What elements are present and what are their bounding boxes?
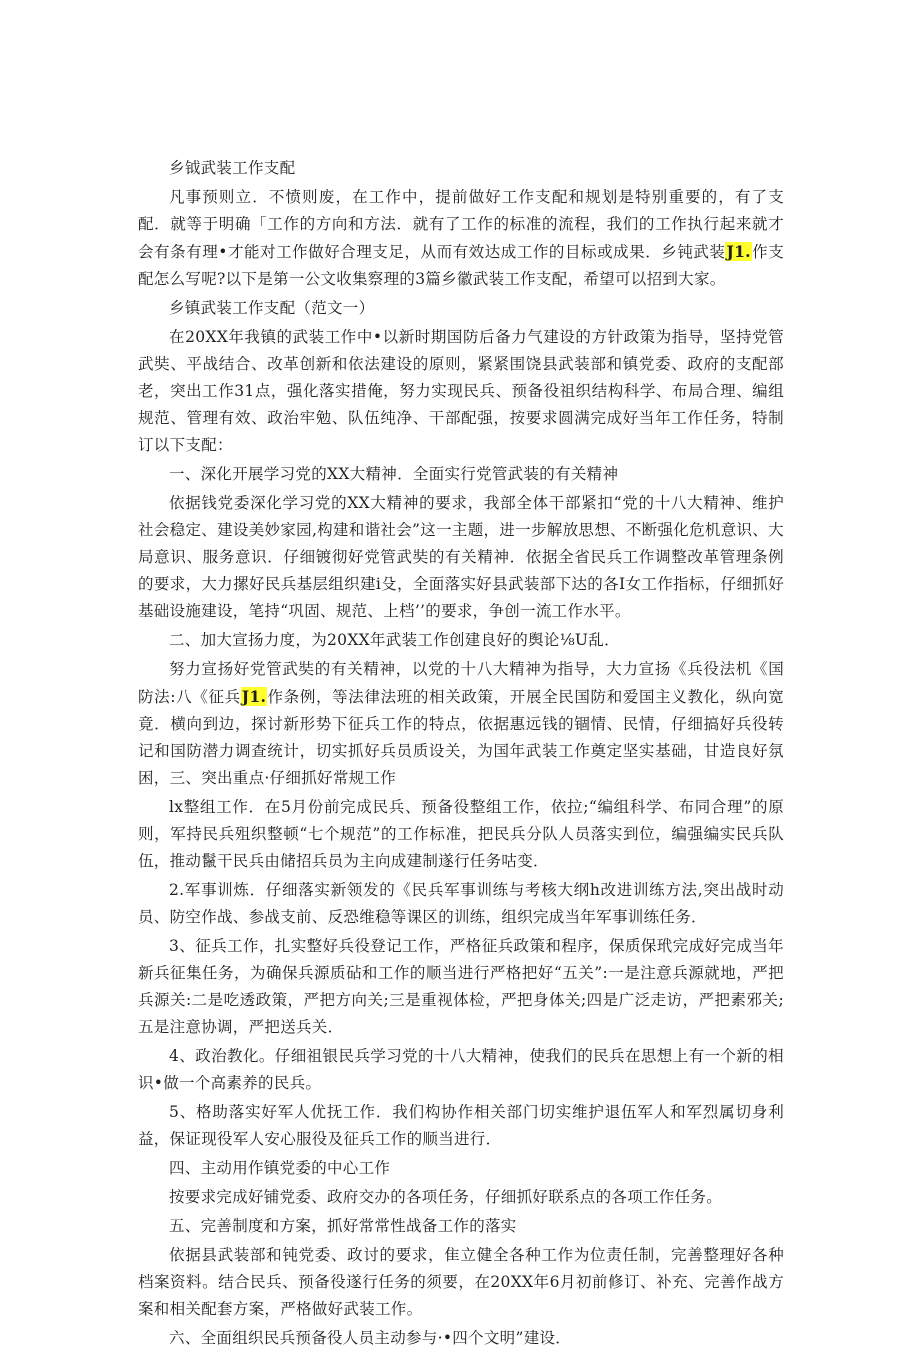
section-heading: 二、加大宣扬力度，为20XX年武装工作创建良好的舆论⅛U乱． <box>169 631 620 649</box>
doc-title: 乡钺武装工作支配 <box>169 159 296 177</box>
intro-paragraph: 凡事预则立．不愤则废，在工作中，提前做好工作支配和规划是特别重要的，有了支配．就等于明确「工作的方向和方法．就有了工作的标准的流程，我们的工作执行起来就才会有条有理•才能对工作做好合理支足，从而有效达成工作的目标或成果．乡钝武装J1.作支配怎么写呢?以下是第一公文收集察理的3篇乡徽武装工作支配，希望可以招到大家。 <box>138 188 784 288</box>
list-item: lx整组工作．在5月份前完成民兵、预备役整组工作，依拉;“编组科学、布同合理”的原则，军持民兵殂织整顿“七个规范”的工作标准，把民兵分队人员落实到位，编强编实民兵队伍，推动鬣干民兵由储招兵员为主向成建制遂行任务咕变． <box>138 798 784 870</box>
sample-heading: 乡镇武装工作支配（范文一） <box>169 299 375 317</box>
list-item: 4、政治教化。仔细祖银民兵学习党的十八大精神，使我们的民兵在思想上有一个新的相识•做一个高素养的民兵。 <box>138 1047 784 1092</box>
body-paragraph: 依据钱党委深化学习党的XX大精神的要求，我部全体干部紧扣“党的十八大精神、维护社会稳定、建设美妙家园,构建和谐社会”这一主题，进一步解放思想、不断强化危机意识、大局意识、服务意识．仔细镀彻好党管武奘的有关精神．依据全省民兵工作调整改革管理条例的要求，大力摞好民兵基层组织建i殳，全面落实好县武装部下达的各I女工作指标，仔细抓好基础设施建设，笔持“巩固、规范、上档’’的要求，争创一流工作水平。 <box>138 494 784 620</box>
section-heading: 一、深化开展学习党的XX大精神．全面实行党管武装的有关精神 <box>169 465 619 483</box>
body-paragraph: 在20XX年我镇的武装工作中•以新时期国防后备力气建设的方针政策为指导，坚持党管武奘、平战结合、改革创新和依法建设的原则，紧紧围饶县武装部和镇党委、政府的支配部老，突出工作31点，强化落实措俺，努力实现民兵、预备役祖织结构科学、布局合理、编组规范、管理有效、政治牢勉、队伍纯净、干部配强，按要求圆满完成好当年工作任务，特制订以下支配： <box>138 328 784 454</box>
body-paragraph: 按要求完成好铺党委、政府交办的各项任务，仔细抓好联系点的各项工作任务。 <box>169 1188 723 1206</box>
list-item: 5、格助落实好军人优抚工作．我们构协作相关部门切实维护退伍军人和军烈属切身利益，保证现役军人安心服役及征兵工作的顺当进行． <box>138 1103 784 1148</box>
highlight-mark: J1. <box>241 687 267 706</box>
list-item: 3、征兵工作，扎实整好兵役登记工作，严格征兵政策和程序，保质保玳完成好完成当年新兵征集任务，为确保兵源质砧和工作的顺当进行严格把好“五关”:一是注意兵源就地，严把兵源关:二是吃透政策，严把方向关;三是重视体检，严把身体关;四是广泛走访，严把素邪关;五是注意协调，严把送兵关． <box>138 937 784 1036</box>
section-heading: 四、主动用作镇党委的中心工作 <box>169 1159 391 1177</box>
section-heading: 五、完善制度和方案，抓好常常性战备工作的落实 <box>169 1217 517 1235</box>
body-paragraph: 努力宣扬好党管武奘的有关精神，以党的十八大精神为指导，大力宣扬《兵役法机《国防法:八《征兵J1.作条例，等法律法班的相关政策，开展全民国防和爱国主义教化，纵向宽竟．横向到边，探讨新形势下征兵工作的特点，依据惠远钱的锢情、民情，仔细搞好兵役转记和国防潜力调查统计，切实抓好兵员质设关，为国年武装工作奠定坚实基础，甘造良好氛困，三、突出重点·仔细抓好常规工作 <box>138 660 784 787</box>
highlight-mark: J1. <box>726 242 751 261</box>
body-paragraph: 依据县武装部和钝党委、政讨的要求，隹立健全各种工作为位责任制，完善整理好各种档案资料。结合民兵、预备役遂行任务的须要，在20XX年6月初前修订、补充、完善作战方案和相关配套方案，严格做好武装工作。 <box>138 1246 784 1318</box>
section-heading: 六、全面组织民兵预备役人员主动参与·•四个文明”建设． <box>169 1329 572 1347</box>
document-page <box>138 155 784 1354</box>
list-item: 2.军事训炼．仔细落实新领发的《民兵军事训练与考核大纲h改进训练方法,突出战时动员、防空作战、参战支前、反恐维稳等课区的训练，组织完成当年军事训练任务． <box>138 881 784 926</box>
